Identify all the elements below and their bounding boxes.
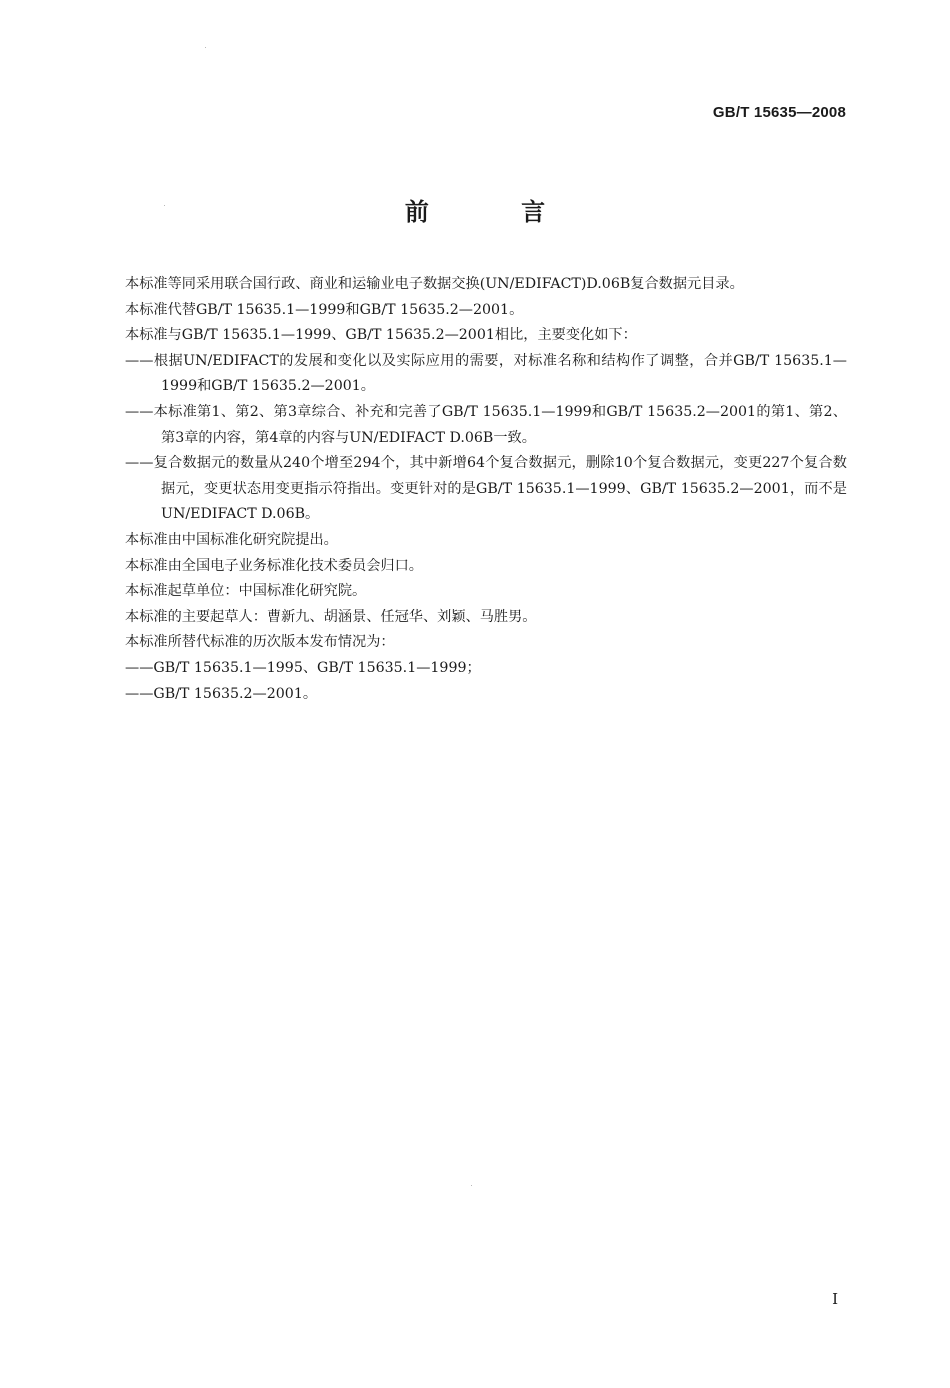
history-item-part2: ——GB/T 15635.2—2001。 (125, 685, 318, 702)
info-drafting-unit: 本标准起草单位：中国标准化研究院。 (125, 583, 367, 600)
page-title: 前 言 (404, 198, 588, 226)
history-item-part1: ——GB/T 15635.1—1995、GB/T 15635.1—1999； (125, 659, 481, 676)
paragraph-changes-intro: 本标准与GB/T 15635.1—1999、GB/T 15635.2—2001相比，主要变化如下： (125, 327, 637, 344)
scan-speck (205, 47, 206, 48)
info-drafters: 本标准的主要起草人：曹新九、胡涵景、任冠华、刘颖、马胜男。 (125, 608, 537, 625)
scan-speck (164, 205, 165, 206)
info-proposed-by: 本标准由中国标准化研究院提出。 (125, 531, 338, 548)
paragraph-replaces: 本标准代替GB/T 15635.1—1999和GB/T 15635.2—2001。 (125, 301, 524, 318)
info-administered-by: 本标准由全国电子业务标准化技术委员会归口。 (125, 557, 423, 574)
standard-code: GB/T 15635—2008 (712, 104, 846, 121)
paragraph-adoption: 本标准等同采用联合国行政、商业和运输业电子数据交换(UN/EDIFACT)D.06B复合数据元目录。 (125, 276, 744, 292)
change-item-count: ——复合数据元的数量从240个增至294个，其中新增64个复合数据元，删除10个复合数据元，变更227个复合数据元，变更状态用变更指示符指出。变更针对的是GB/T 15635.1—1999、GB/T 15635.2—2001，而不是UN/EDIFACT D.06B。 (125, 455, 847, 523)
change-item-structure: ——根据UN/EDIFACT的发展和变化以及实际应用的需要，对标准名称和结构作了调整，合并GB/T 15635.1—1999和GB/T 15635.2—2001。 (125, 352, 847, 395)
preface-body (95, 272, 847, 707)
page-number: I (832, 1290, 838, 1308)
info-history-intro: 本标准所替代标准的历次版本发布情况为： (125, 634, 395, 651)
change-item-chapters: ——本标准第1、第2、第3章综合、补充和完善了GB/T 15635.1—1999和GB/T 15635.2—2001的第1、第2、第3章的内容，第4章的内容与UN/EDIFACT D.06B一致。 (125, 403, 847, 446)
scan-speck (471, 1185, 472, 1186)
